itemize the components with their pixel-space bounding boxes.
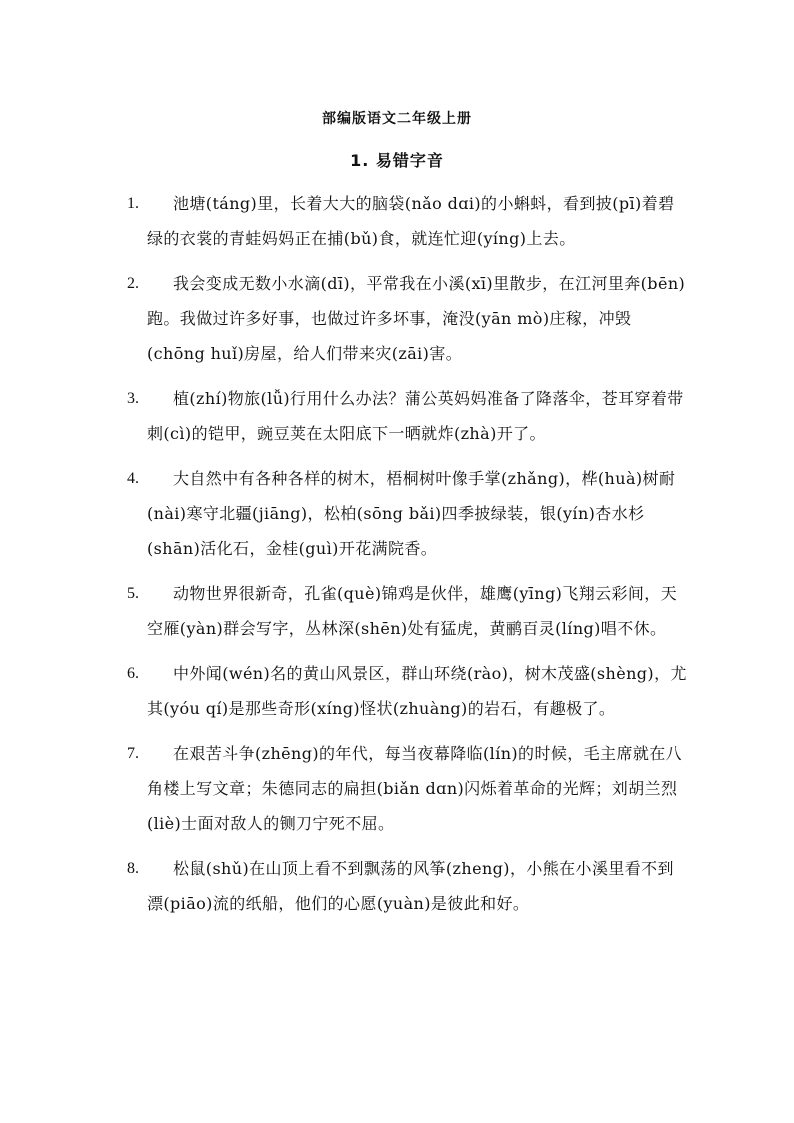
question-list [127, 186, 687, 931]
list-item-8 [127, 851, 687, 921]
item-text: 松鼠(shǔ)在山顶上看不到飘荡的风筝(zheng)，小熊在小溪里看不到漂(piāo)流的纸船，他们的心愿(yuàn)是彼此和好。 [147, 859, 674, 913]
list-item-5 [127, 576, 687, 646]
item-text: 植(zhí)物旅(lǚ)行用什么办法？蒲公英妈妈准备了降落伞，苍耳穿着带刺(cì)的铠甲，豌豆荚在太阳底下一晒就炸(zhà)开了。 [147, 389, 684, 443]
list-item-7 [127, 736, 687, 841]
item-text: 中外闻(wén)名的黄山风景区，群山环绕(rào)，树木茂盛(shèng)，尤其(yóu qí)是那些奇形(xíng)怪状(zhuàng)的岩石，有趣极了。 [147, 664, 687, 718]
section-title: 1. 易错字音 [350, 151, 444, 170]
list-item-3 [127, 381, 687, 451]
list-item-4 [127, 461, 687, 566]
item-number: 4. [127, 470, 139, 487]
document-header: 部编版语文二年级上册 [322, 111, 472, 127]
item-text: 池塘(táng)里，长着大大的脑袋(nǎo dɑi)的小蝌蚪，看到披(pī)着碧绿的衣裳的青蛙妈妈正在捕(bǔ)食，就连忙迎(yíng)上去。 [147, 194, 675, 248]
item-number: 7. [127, 745, 139, 762]
item-number: 5. [127, 585, 139, 602]
item-number: 1. [127, 195, 139, 212]
item-text: 大自然中有各种各样的树木，梧桐树叶像手掌(zhǎng)，桦(huà)树耐(nài)寒守北疆(jiāng)，松柏(sōng bǎi)四季披绿装，银(yín)杏水杉(shān)活化石，金桂(guì)开花满院香。 [147, 469, 676, 558]
item-number: 8. [127, 860, 139, 877]
item-text: 在艰苦斗争(zhēng)的年代，每当夜幕降临(lín)的时候，毛主席就在八角楼上写文章；朱德同志的扁担(biǎn dɑn)闪烁着革命的光辉；刘胡兰烈(liè)士面对敌人的铡刀宁死不屈。 [147, 744, 683, 833]
list-item-1 [127, 186, 687, 256]
item-text: 动物世界很新奇，孔雀(què)锦鸡是伙伴，雄鹰(yīng)飞翔云彩间，天空雁(yàn)群会写字，丛林深(shēn)处有猛虎，黄鹂百灵(líng)唱不休。 [147, 584, 678, 638]
item-number: 6. [127, 665, 139, 682]
list-item-6 [127, 656, 687, 726]
item-number: 2. [127, 275, 139, 292]
item-number: 3. [127, 390, 139, 407]
item-text: 我会变成无数小水滴(dī)，平常我在小溪(xī)里散步，在江河里奔(bēn)跑。我做过许多好事，也做过许多坏事，淹没(yān mò)庄稼，冲毁(chōng huǐ)房屋，给人们带来灾(zāi)害。 [147, 274, 686, 363]
list-item-2 [127, 266, 687, 371]
